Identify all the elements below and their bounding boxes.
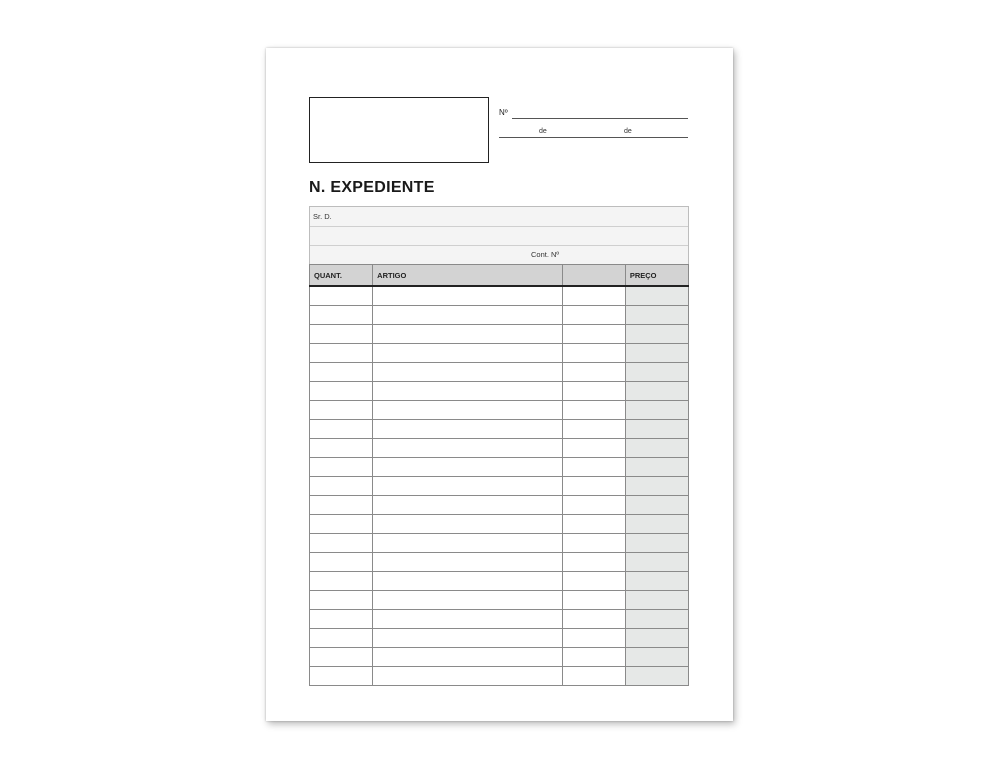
date-line[interactable] <box>499 137 688 138</box>
quantity-cell[interactable] <box>310 306 373 325</box>
quantity-cell[interactable] <box>310 534 373 553</box>
blank-cell[interactable] <box>562 458 625 477</box>
blank-cell[interactable] <box>562 496 625 515</box>
contributor-row[interactable] <box>310 245 688 264</box>
price-cell[interactable] <box>625 610 688 629</box>
price-cell[interactable] <box>625 534 688 553</box>
table-row <box>310 572 689 591</box>
date-separator-1: de <box>539 128 547 135</box>
date-separator-2: de <box>624 128 632 135</box>
column-header-blank <box>562 265 625 287</box>
article-cell[interactable] <box>373 515 563 534</box>
price-cell[interactable] <box>625 344 688 363</box>
contributor-number-label: Cont. Nº <box>531 250 560 259</box>
table-row <box>310 420 689 439</box>
table-row <box>310 382 689 401</box>
article-cell[interactable] <box>373 648 563 667</box>
article-cell[interactable] <box>373 629 563 648</box>
article-cell[interactable] <box>373 610 563 629</box>
quantity-cell[interactable] <box>310 610 373 629</box>
quantity-cell[interactable] <box>310 629 373 648</box>
blank-cell[interactable] <box>562 344 625 363</box>
table-row <box>310 458 689 477</box>
article-cell[interactable] <box>373 306 563 325</box>
blank-cell[interactable] <box>562 439 625 458</box>
quantity-cell[interactable] <box>310 325 373 344</box>
blank-cell[interactable] <box>562 534 625 553</box>
table-row <box>310 344 689 363</box>
customer-address-row[interactable] <box>310 226 688 246</box>
price-cell[interactable] <box>625 286 688 306</box>
quantity-cell[interactable] <box>310 667 373 686</box>
price-cell[interactable] <box>625 401 688 420</box>
number-line[interactable] <box>512 118 688 119</box>
price-cell[interactable] <box>625 439 688 458</box>
table-row <box>310 629 689 648</box>
price-cell[interactable] <box>625 458 688 477</box>
price-cell[interactable] <box>625 648 688 667</box>
article-cell[interactable] <box>373 344 563 363</box>
price-cell[interactable] <box>625 306 688 325</box>
quantity-cell[interactable] <box>310 458 373 477</box>
article-cell[interactable] <box>373 667 563 686</box>
number-label: Nº <box>499 108 508 117</box>
price-cell[interactable] <box>625 496 688 515</box>
blank-cell[interactable] <box>562 420 625 439</box>
article-cell[interactable] <box>373 496 563 515</box>
table-row <box>310 610 689 629</box>
table-row <box>310 553 689 572</box>
article-cell[interactable] <box>373 439 563 458</box>
table-row <box>310 439 689 458</box>
price-cell[interactable] <box>625 591 688 610</box>
article-cell[interactable] <box>373 553 563 572</box>
quantity-cell[interactable] <box>310 344 373 363</box>
table-row <box>310 648 689 667</box>
blank-cell[interactable] <box>562 477 625 496</box>
table-row <box>310 325 689 344</box>
article-cell[interactable] <box>373 591 563 610</box>
table-row <box>310 286 689 306</box>
blank-cell[interactable] <box>562 363 625 382</box>
quantity-cell[interactable] <box>310 439 373 458</box>
table-row <box>310 591 689 610</box>
article-cell[interactable] <box>373 363 563 382</box>
table-row <box>310 496 689 515</box>
blank-cell[interactable] <box>562 629 625 648</box>
customer-name-row[interactable] <box>310 207 688 227</box>
customer-name-label: Sr. D. <box>313 212 332 221</box>
quantity-cell[interactable] <box>310 648 373 667</box>
price-cell[interactable] <box>625 629 688 648</box>
blank-cell[interactable] <box>562 572 625 591</box>
blank-cell[interactable] <box>562 610 625 629</box>
table-row <box>310 477 689 496</box>
article-cell[interactable] <box>373 458 563 477</box>
table-row <box>310 515 689 534</box>
quantity-cell[interactable] <box>310 286 373 306</box>
article-cell[interactable] <box>373 382 563 401</box>
table-row <box>310 363 689 382</box>
blank-cell[interactable] <box>562 667 625 686</box>
quantity-cell[interactable] <box>310 382 373 401</box>
blank-cell[interactable] <box>562 591 625 610</box>
table-row <box>310 306 689 325</box>
price-cell[interactable] <box>625 553 688 572</box>
price-cell[interactable] <box>625 477 688 496</box>
blank-cell[interactable] <box>562 401 625 420</box>
blank-cell[interactable] <box>562 648 625 667</box>
blank-cell[interactable] <box>562 286 625 306</box>
quantity-cell[interactable] <box>310 591 373 610</box>
price-cell[interactable] <box>625 363 688 382</box>
blank-cell[interactable] <box>562 553 625 572</box>
table-header-row <box>310 265 689 287</box>
price-cell[interactable] <box>625 667 688 686</box>
price-cell[interactable] <box>625 420 688 439</box>
quantity-cell[interactable] <box>310 401 373 420</box>
quantity-cell[interactable] <box>310 420 373 439</box>
quantity-cell[interactable] <box>310 515 373 534</box>
article-cell[interactable] <box>373 534 563 553</box>
items-table-body <box>310 286 689 686</box>
form-sheet <box>266 48 733 721</box>
price-cell[interactable] <box>625 382 688 401</box>
blank-cell[interactable] <box>562 306 625 325</box>
column-header-quantity: QUANT. <box>310 265 373 287</box>
column-header-article: ARTIGO <box>373 265 563 287</box>
article-cell[interactable] <box>373 572 563 591</box>
quantity-cell[interactable] <box>310 363 373 382</box>
table-row <box>310 667 689 686</box>
blank-cell[interactable] <box>562 325 625 344</box>
price-cell[interactable] <box>625 325 688 344</box>
article-cell[interactable] <box>373 477 563 496</box>
form-title: N. EXPEDIENTE <box>309 179 435 196</box>
article-cell[interactable] <box>373 286 563 306</box>
table-row <box>310 401 689 420</box>
items-table <box>309 264 689 686</box>
quantity-cell[interactable] <box>310 572 373 591</box>
customer-info-box <box>309 206 689 266</box>
table-row <box>310 534 689 553</box>
blank-cell[interactable] <box>562 382 625 401</box>
logo-box <box>309 97 489 163</box>
quantity-cell[interactable] <box>310 553 373 572</box>
quantity-cell[interactable] <box>310 496 373 515</box>
blank-cell[interactable] <box>562 515 625 534</box>
article-cell[interactable] <box>373 325 563 344</box>
quantity-cell[interactable] <box>310 477 373 496</box>
article-cell[interactable] <box>373 420 563 439</box>
price-cell[interactable] <box>625 572 688 591</box>
price-cell[interactable] <box>625 515 688 534</box>
column-header-price: PREÇO <box>625 265 688 287</box>
article-cell[interactable] <box>373 401 563 420</box>
